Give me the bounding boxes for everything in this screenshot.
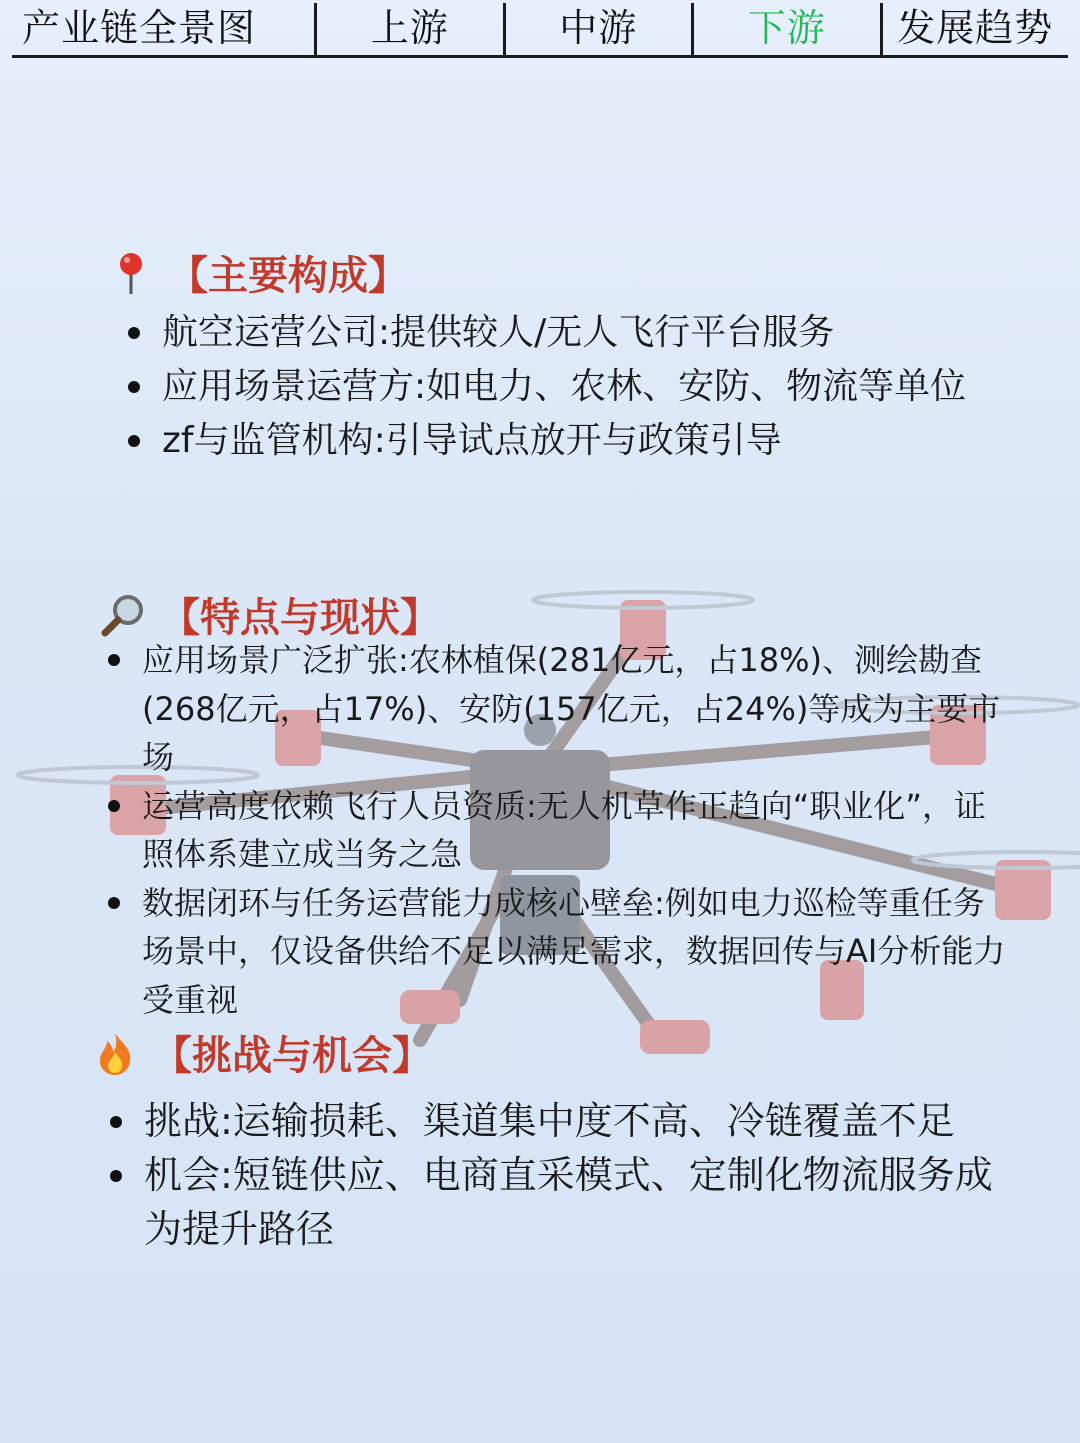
list-item: 数据闭环与任务运营能力成核心壁垒:例如电力巡检等重任务场景中，仅设备供给不足以满足需求，数据回传与AI分析能力受重视 — [108, 879, 1008, 1025]
features-list — [108, 636, 1008, 1024]
section-title-composition — [108, 244, 408, 301]
pin-icon — [108, 250, 154, 296]
list-item: 航空运营公司:提供较人/无人飞行平台服务 — [128, 306, 1048, 360]
composition-list — [128, 306, 1048, 468]
section-title-challenges — [92, 1024, 432, 1081]
list-item: zf与监管机构:引导试点放开与政策引导 — [128, 414, 1048, 468]
tab-upstream[interactable]: 上游 — [370, 5, 449, 50]
challenges-list — [110, 1094, 1010, 1256]
fire-icon — [92, 1030, 138, 1076]
tab-bar — [12, 0, 1068, 58]
list-item: 运营高度依赖飞行人员资质:无人机草作正趋向“职业化”，证照体系建立成当务之急 — [108, 782, 1008, 879]
tab-industry-chain-overview[interactable]: 产业链全景图 — [22, 5, 257, 50]
magnifier-icon — [100, 592, 146, 638]
section-title-text: 【特点与现状】 — [160, 594, 440, 641]
tab-downstream[interactable]: 下游 — [747, 5, 826, 50]
list-item: 应用场景广泛扩张:农林植保(281亿元，占18%)、测绘勘查(268亿元，占17%)、安防(157亿元，占24%)等成为主要市场 — [108, 636, 1008, 782]
tab-development-trend[interactable]: 发展趋势 — [897, 5, 1054, 50]
list-item: 应用场景运营方:如电力、农林、安防、物流等单位 — [128, 360, 1048, 414]
section-title-text: 【主要构成】 — [168, 252, 408, 299]
tab-midstream[interactable]: 中游 — [559, 5, 638, 50]
list-item: 挑战:运输损耗、渠道集中度不高、冷链覆盖不足 — [110, 1094, 1010, 1148]
section-title-text: 【挑战与机会】 — [152, 1032, 432, 1079]
list-item: 机会:短链供应、电商直采模式、定制化物流服务成为提升路径 — [110, 1148, 1010, 1256]
section-title-features — [100, 586, 440, 643]
